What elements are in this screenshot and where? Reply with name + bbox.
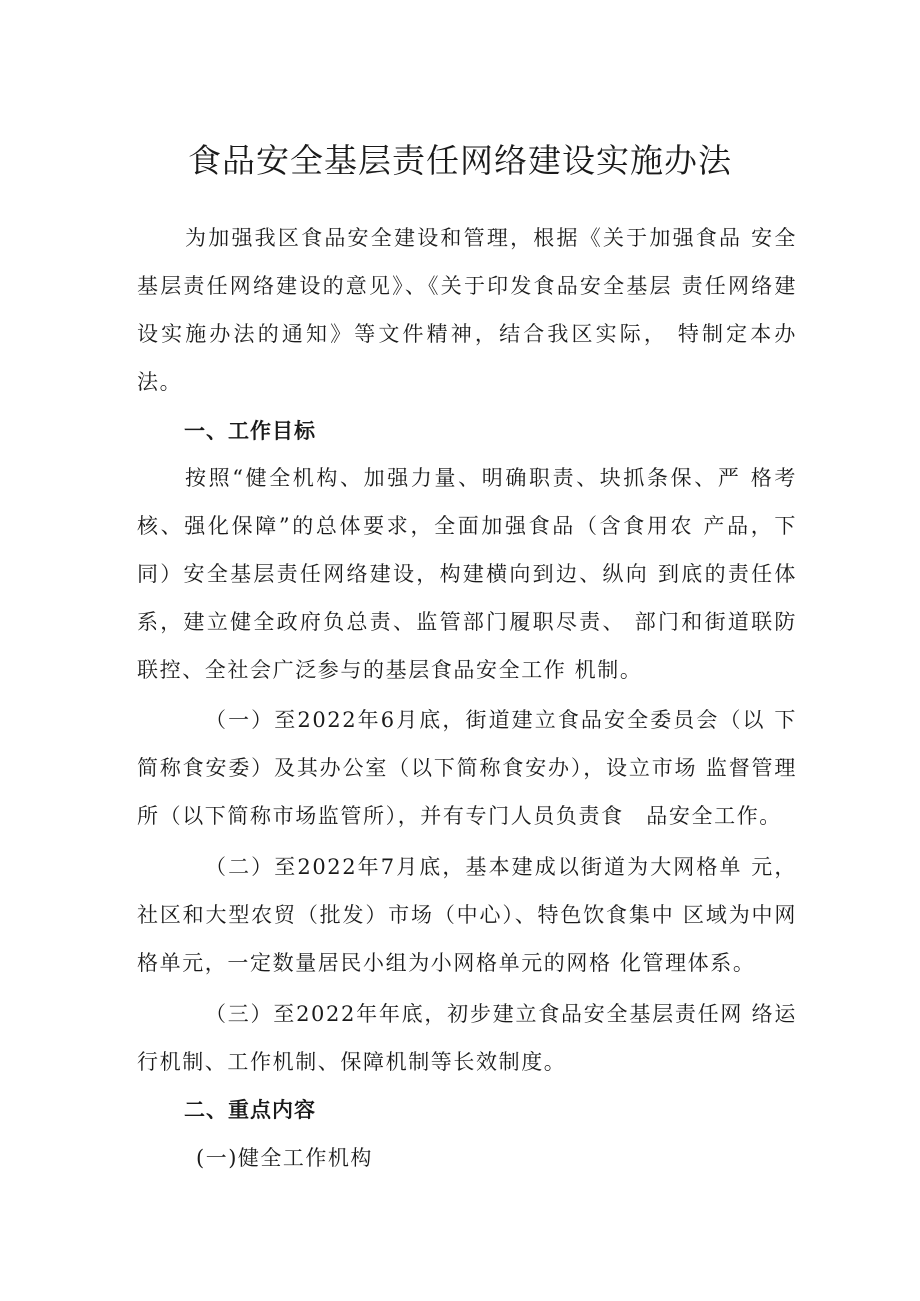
subsection-heading-1: (一)健全工作机构 bbox=[196, 1146, 373, 1170]
document-title: 食品安全基层责任网络建设实施办法 bbox=[188, 141, 732, 180]
section-heading-goals: 一、工作目标 bbox=[184, 419, 316, 443]
goal-item-1: （一）至2022年6月底，街道建立食品安全委员会（以 下简称食安委）及其办公室（以下简称食安办），设立市场 监督管理所（以下简称市场监管所），并有专门人员负责食 品安全工作。 bbox=[137, 708, 797, 828]
goal-item-3: （三）至2022年年底，初步建立食品安全基层责任网 络运行机制、工作机制、保障机制等长效制度。 bbox=[137, 1002, 797, 1074]
section-heading-key-content: 二、重点内容 bbox=[184, 1098, 316, 1122]
intro-paragraph: 为加强我区食品安全建设和管理，根据《关于加强食品 安全基层责任网络建设的意见》、《关于印发食品安全基层 责任网络建设实施办法的通知》等文件精神，结合我区实际， 特制定本办法。 bbox=[137, 226, 797, 394]
goals-paragraph: 按照“健全机构、加强力量、明确职责、块抓条保、严 格考核、强化保障”的总体要求，全面加强食品（含食用农 产品，下同）安全基层责任网络建设，构建横向到边、纵向 到底的责任体系，建立健全政府负总责、监管部门履职尽责、 部门和街道联防联控、全社会广泛参与的基层食品安全工作 机制。 bbox=[137, 466, 797, 682]
goal-item-2: （二）至2022年7月底，基本建成以街道为大网格单 元，社区和大型农贸（批发）市场（中心）、特色饮食集中 区域为中网格单元，一定数量居民小组为小网格单元的网格 化管理体系。 bbox=[137, 855, 797, 975]
